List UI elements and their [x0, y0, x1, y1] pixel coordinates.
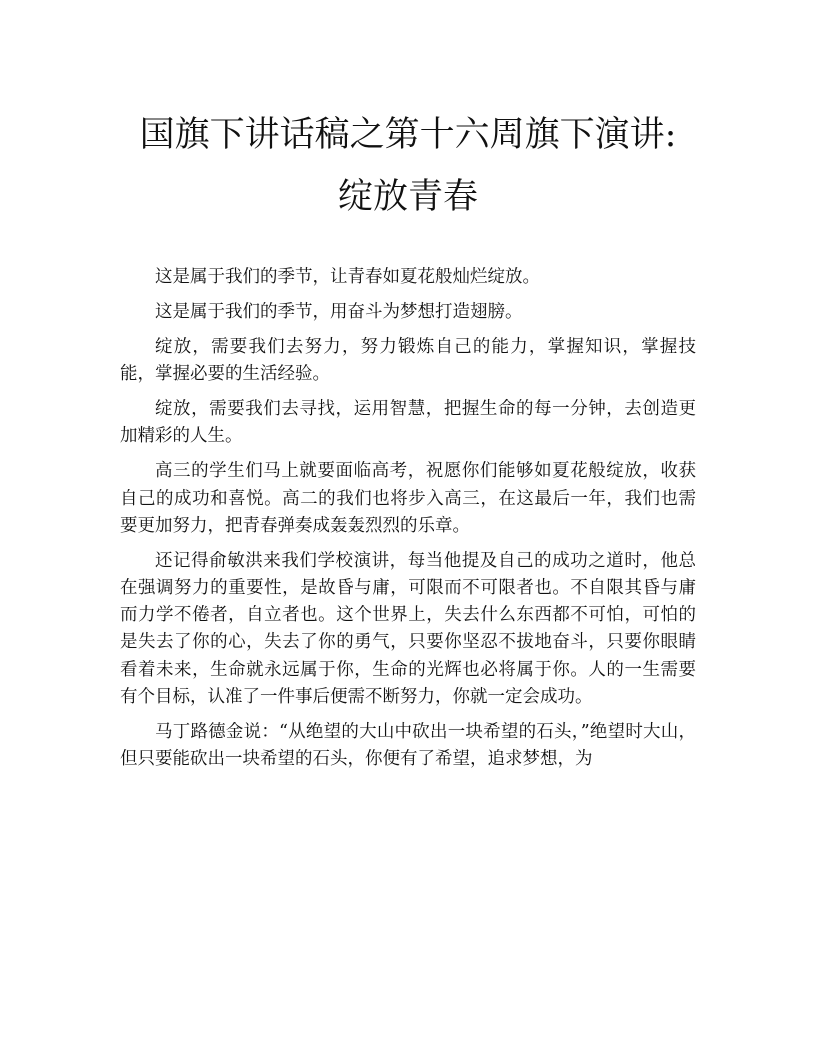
- paragraph: 这是属于我们的季节，用奋斗为梦想打造翅膀。: [155, 302, 523, 322]
- paragraph: 还记得俞敏洪来我们学校演讲，每当他提及自己的成功之道时，他总在强调努力的重要性，是故昏与庸，可限而不可限者也。不自限其昏与庸而力学不倦者，自立者也。这个世界上，失去什么东西都不可怕，可怕的是失去了你的心，失去了你的勇气，只要你坚忍不拔地奋斗，只要你眼睛看着未来，生命就永远属于你，生命的光辉也必将属于你。人的一生需要有个目标，认准了一件事后便需不断努力，你就一定会成功。: [120, 550, 696, 707]
- paragraph: 绽放，需要我们去努力，努力锻炼自己的能力，掌握知识，掌握技能，掌握必要的生活经验。: [120, 337, 696, 385]
- paragraph: 高三的学生们马上就要面临高考，祝愿你们能够如夏花般绽放，收获自己的成功和喜悦。高二的我们也将步入高三，在这最后一年，我们也需要更加努力，把青春弹奏成轰轰烈烈的乐章。: [120, 461, 696, 536]
- document-body: [120, 264, 696, 781]
- document-title: 国旗下讲话稿之第十六周旗下演讲: 绽放青春: [139, 115, 677, 217]
- paragraph: 绽放，需要我们去寻找，运用智慧，把握生命的每一分钟，去创造更加精彩的人生。: [120, 399, 696, 447]
- paragraph: 这是属于我们的季节，让青春如夏花般灿烂绽放。: [155, 267, 540, 287]
- paragraph: 马丁路德金说：“从绝望的大山中砍出一块希望的石头，”绝望时大山，但只要能砍出一块希望的石头，你便有了希望，追求梦想，为: [120, 721, 696, 770]
